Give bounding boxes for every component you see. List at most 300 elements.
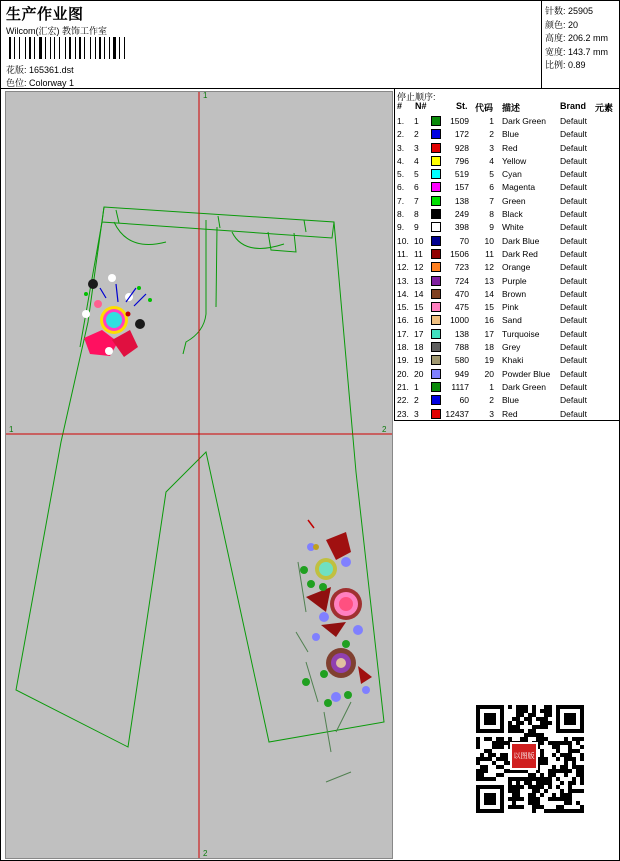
row-index: 19. xyxy=(397,355,409,366)
table-row xyxy=(395,196,620,209)
row-stitches: 519 xyxy=(454,169,469,180)
barcode-bar xyxy=(67,37,68,59)
row-needle: 15 xyxy=(414,302,424,313)
qr-module xyxy=(580,781,584,785)
barcode-bar xyxy=(75,37,76,59)
qr-module xyxy=(524,717,528,721)
barcode-bar xyxy=(86,37,89,59)
qr-module xyxy=(520,709,524,713)
qr-module xyxy=(580,809,584,813)
qr-module xyxy=(532,777,536,781)
row-stitches: 398 xyxy=(454,222,469,233)
row-description: Sand xyxy=(502,315,522,326)
qr-module xyxy=(536,725,540,729)
row-index: 2. xyxy=(397,129,405,140)
table-row xyxy=(395,276,620,289)
qr-module xyxy=(504,757,508,761)
qr-module xyxy=(532,709,536,713)
row-brand: Default xyxy=(560,209,587,220)
qr-module xyxy=(508,721,512,725)
barcode-bar xyxy=(97,37,98,59)
qr-module xyxy=(504,753,508,757)
qr-module xyxy=(484,769,488,773)
row-stitches: 788 xyxy=(454,342,469,353)
row-color-swatch xyxy=(431,355,441,365)
qr-module xyxy=(524,777,528,781)
row-code: 7 xyxy=(489,195,494,206)
qr-module xyxy=(548,773,552,777)
barcode-bar xyxy=(50,37,51,59)
qr-module xyxy=(532,789,536,793)
table-row xyxy=(395,236,620,249)
qr-module xyxy=(536,797,540,801)
row-code: 18 xyxy=(484,342,494,353)
row-description: Dark Green xyxy=(502,381,546,392)
row-index: 12. xyxy=(397,262,409,273)
qr-module xyxy=(580,789,584,793)
qr-module xyxy=(556,797,560,801)
qr-module xyxy=(564,757,568,761)
qr-module xyxy=(564,801,568,805)
sheet-title: 生产作业图 xyxy=(6,6,84,23)
row-code: 11 xyxy=(485,248,494,259)
qr-module xyxy=(512,729,516,733)
table-row xyxy=(395,249,620,262)
qr-module xyxy=(540,805,544,809)
col-header-element: 元素 xyxy=(595,103,614,113)
row-color-swatch xyxy=(431,262,441,272)
colorway-label: 色位: xyxy=(6,78,27,88)
table-row xyxy=(395,209,620,222)
qr-module xyxy=(488,757,492,761)
barcode-bar xyxy=(72,37,74,59)
row-stitches: 1506 xyxy=(450,248,469,259)
row-index: 8. xyxy=(397,209,405,220)
qr-module xyxy=(516,725,520,729)
qr-module xyxy=(536,805,540,809)
qr-module xyxy=(528,793,532,797)
qr-module xyxy=(576,741,580,745)
barcode-bar xyxy=(65,37,66,59)
qr-module xyxy=(508,729,512,733)
barcode-bar xyxy=(119,37,120,59)
barcode-bar xyxy=(52,37,53,59)
col-header-n: N# xyxy=(415,101,427,111)
qr-module xyxy=(572,765,576,769)
row-description: Blue xyxy=(502,395,520,406)
qr-module xyxy=(540,737,544,741)
table-row xyxy=(395,315,620,328)
qr-module xyxy=(528,721,532,725)
qr-module xyxy=(548,797,552,801)
qr-module xyxy=(556,769,560,773)
qr-module xyxy=(528,777,532,781)
barcode-bar xyxy=(69,37,71,59)
qr-module xyxy=(480,773,484,777)
qr-module xyxy=(548,777,552,781)
qr-module xyxy=(564,737,568,741)
qr-module xyxy=(576,749,580,753)
row-brand: Default xyxy=(560,395,587,406)
qr-module xyxy=(476,737,480,741)
qr-module xyxy=(564,741,568,745)
qr-module xyxy=(544,725,548,729)
qr-module xyxy=(508,737,512,741)
row-brand: Default xyxy=(560,129,587,140)
table-row xyxy=(395,116,620,129)
qr-module xyxy=(572,789,576,793)
row-needle: 7 xyxy=(414,195,419,206)
qr-module xyxy=(576,773,580,777)
barcode-bar xyxy=(95,37,96,59)
row-code: 5 xyxy=(489,169,494,180)
qr-module xyxy=(564,761,568,765)
row-description: Dark Red xyxy=(502,248,538,259)
barcode-bar xyxy=(84,37,85,59)
qr-module xyxy=(548,785,552,789)
barcode-bar xyxy=(25,37,26,59)
qr-module xyxy=(488,749,492,753)
row-description: Purple xyxy=(502,275,527,286)
row-index: 7. xyxy=(397,195,405,206)
qr-module xyxy=(500,757,504,761)
qr-module xyxy=(568,785,572,789)
row-brand: Default xyxy=(560,381,587,392)
barcode-bar xyxy=(32,37,33,59)
qr-module xyxy=(552,797,556,801)
qr-module xyxy=(552,753,556,757)
barcode-bar xyxy=(43,37,44,59)
qr-module xyxy=(496,745,500,749)
qr-module xyxy=(480,769,484,773)
row-code: 12 xyxy=(484,262,494,273)
row-needle: 3 xyxy=(414,408,419,419)
qr-module xyxy=(532,793,536,797)
barcode-bar xyxy=(47,37,49,59)
qr-module xyxy=(492,741,496,745)
row-brand: Default xyxy=(560,328,587,339)
barcode xyxy=(9,37,129,59)
qr-module xyxy=(552,745,556,749)
row-stitches: 580 xyxy=(454,355,469,366)
row-code: 4 xyxy=(489,155,494,166)
row-code: 14 xyxy=(484,288,494,299)
row-code: 20 xyxy=(484,368,494,379)
qr-module xyxy=(524,705,528,709)
qr-module xyxy=(524,733,528,737)
row-code: 1 xyxy=(489,116,494,126)
row-color-swatch xyxy=(431,129,441,139)
row-code: 3 xyxy=(489,408,494,419)
design-height: 高度: 206.2 mm xyxy=(545,33,609,43)
qr-module xyxy=(488,753,492,757)
row-description: White xyxy=(502,222,524,233)
qr-module xyxy=(540,793,544,797)
qr-module xyxy=(580,765,584,769)
qr-module xyxy=(556,785,560,789)
barcode-bar xyxy=(9,37,11,59)
barcode-bar xyxy=(59,37,60,59)
qr-module xyxy=(560,797,564,801)
qr-module xyxy=(500,765,504,769)
qr-module xyxy=(564,809,568,813)
qr-module xyxy=(548,713,552,717)
qr-module xyxy=(552,765,556,769)
qr-module xyxy=(564,753,568,757)
table-row xyxy=(395,395,620,408)
qr-module xyxy=(532,733,536,737)
qr-module xyxy=(492,777,496,781)
qr-module xyxy=(480,765,484,769)
barcode-bar xyxy=(56,37,58,59)
qr-module xyxy=(512,793,516,797)
qr-module xyxy=(580,773,584,777)
row-index: 23. xyxy=(397,408,409,419)
qr-module xyxy=(544,761,548,765)
qr-module xyxy=(488,777,492,781)
qr-module xyxy=(580,753,584,757)
row-color-swatch xyxy=(431,222,441,232)
qr-module xyxy=(480,777,484,781)
row-code: 9 xyxy=(489,222,494,233)
qr-module xyxy=(548,741,552,745)
qr-module xyxy=(544,721,548,725)
qr-module xyxy=(516,793,520,797)
qr-module xyxy=(516,805,520,809)
row-color-swatch xyxy=(431,182,441,192)
barcode-bar xyxy=(82,37,83,59)
row-brand: Default xyxy=(560,368,587,379)
design-file-label: 花版: xyxy=(6,65,27,75)
qr-module xyxy=(508,705,512,709)
qr-module xyxy=(544,781,548,785)
row-description: Dark Blue xyxy=(502,235,540,246)
qr-module xyxy=(544,757,548,761)
table-row xyxy=(395,143,620,156)
qr-module xyxy=(516,717,520,721)
qr-module xyxy=(544,777,548,781)
lower-floral-embroidery xyxy=(296,520,372,782)
row-code: 13 xyxy=(484,275,494,286)
row-description: Red xyxy=(502,142,518,153)
barcode-bar xyxy=(14,37,15,59)
axis-label-right: 2 xyxy=(382,425,387,434)
qr-module xyxy=(484,757,488,761)
row-color-swatch xyxy=(431,329,441,339)
barcode-bar xyxy=(77,37,78,59)
qr-module xyxy=(520,797,524,801)
qr-module xyxy=(508,785,512,789)
qr-module xyxy=(548,721,552,725)
qr-module xyxy=(516,709,520,713)
qr-module xyxy=(540,725,544,729)
row-stitches: 249 xyxy=(454,209,469,220)
row-brand: Default xyxy=(560,195,587,206)
qr-module xyxy=(544,709,548,713)
qr-module xyxy=(496,757,500,761)
qr-module xyxy=(504,741,508,745)
seal-stamp xyxy=(510,742,538,770)
table-row xyxy=(395,129,620,142)
qr-module xyxy=(512,797,516,801)
center-crosshair xyxy=(6,92,393,859)
qr-module xyxy=(580,737,584,741)
qr-module xyxy=(528,797,532,801)
row-brand: Default xyxy=(560,155,587,166)
qr-module xyxy=(536,781,540,785)
barcode-bar xyxy=(117,37,118,59)
qr-module xyxy=(576,765,580,769)
qr-module xyxy=(556,777,560,781)
barcode-bar xyxy=(16,37,18,59)
design-width: 宽度: 143.7 mm xyxy=(545,46,609,57)
qr-module xyxy=(572,809,576,813)
qr-module xyxy=(564,769,568,773)
qr-module xyxy=(492,753,496,757)
qr-module xyxy=(576,801,580,805)
row-brand: Default xyxy=(560,222,587,233)
row-needle: 17 xyxy=(414,328,424,339)
qr-module xyxy=(516,797,520,801)
qr-module xyxy=(520,805,524,809)
qr-module xyxy=(528,713,532,717)
row-stitches: 157 xyxy=(454,182,469,193)
barcode-bar xyxy=(54,37,55,59)
qr-module xyxy=(560,765,564,769)
qr-module xyxy=(568,781,572,785)
barcode-bar xyxy=(109,37,110,59)
row-stitches: 1509 xyxy=(450,116,469,126)
row-index: 22. xyxy=(397,395,409,406)
qr-module xyxy=(552,809,556,813)
barcode-bar xyxy=(29,37,31,59)
qr-module xyxy=(524,737,528,741)
qr-module xyxy=(564,765,568,769)
row-stitches: 723 xyxy=(454,262,469,273)
table-row xyxy=(395,302,620,315)
row-stitches: 1000 xyxy=(450,315,469,326)
row-index: 10. xyxy=(397,235,409,246)
row-code: 6 xyxy=(489,182,494,193)
barcode-bar xyxy=(106,37,108,59)
qr-module xyxy=(528,729,532,733)
qr-module xyxy=(564,793,568,797)
qr-module xyxy=(528,717,532,721)
qr-module xyxy=(520,729,524,733)
stop-sequence-table xyxy=(394,89,620,421)
row-description: Yellow xyxy=(502,155,527,166)
qr-module xyxy=(576,789,580,793)
row-needle: 2 xyxy=(414,129,419,140)
qr-finder xyxy=(484,793,496,805)
row-color-swatch xyxy=(431,276,441,286)
qr-module xyxy=(564,773,568,777)
qr-module xyxy=(496,773,500,777)
table-row xyxy=(395,182,620,195)
row-code: 16 xyxy=(484,315,494,326)
qr-module xyxy=(532,725,536,729)
row-index: 17. xyxy=(397,328,409,339)
qr-module xyxy=(548,769,552,773)
row-code: 1 xyxy=(489,381,494,392)
row-needle: 19 xyxy=(414,355,424,366)
qr-module xyxy=(560,781,564,785)
barcode-bar xyxy=(99,37,101,59)
table-row xyxy=(395,156,620,169)
row-description: Cyan xyxy=(502,169,522,180)
row-description: Pink xyxy=(502,302,519,313)
qr-module xyxy=(492,761,496,765)
qr-module xyxy=(540,709,544,713)
row-needle: 6 xyxy=(414,182,419,193)
row-code: 17 xyxy=(484,328,494,339)
row-stitches: 949 xyxy=(454,368,469,379)
qr-module xyxy=(500,753,504,757)
qr-module xyxy=(532,797,536,801)
qr-module xyxy=(476,769,480,773)
qr-module xyxy=(476,777,480,781)
qr-module xyxy=(512,777,516,781)
qr-module xyxy=(568,793,572,797)
row-code: 3 xyxy=(489,142,494,153)
row-brand: Default xyxy=(560,235,587,246)
row-index: 5. xyxy=(397,169,405,180)
qr-module xyxy=(536,737,540,741)
row-needle: 3 xyxy=(414,142,419,153)
stitch-count: 针数: 25905 xyxy=(545,6,594,16)
qr-module xyxy=(572,777,576,781)
row-needle: 18 xyxy=(414,342,424,353)
qr-module xyxy=(532,809,536,813)
qr-module xyxy=(552,769,556,773)
row-stitches: 796 xyxy=(454,155,469,166)
color-count: 颜色: 20 xyxy=(545,19,579,30)
barcode-bar xyxy=(21,37,24,59)
row-brand: Default xyxy=(560,116,587,126)
row-brand: Default xyxy=(560,182,587,193)
row-index: 1. xyxy=(397,116,405,126)
sheet-subtitle: Wilcom(汇宏) 教饰工作室 xyxy=(6,26,107,36)
row-description: Turquoise xyxy=(502,328,540,339)
qr-module xyxy=(572,781,576,785)
qr-module xyxy=(476,757,480,761)
qr-module xyxy=(560,793,564,797)
row-index: 21. xyxy=(397,381,409,392)
qr-module xyxy=(496,737,500,741)
qr-module xyxy=(576,809,580,813)
axis-label-bottom: 2 xyxy=(203,849,208,858)
row-brand: Default xyxy=(560,302,587,313)
row-color-swatch xyxy=(431,196,441,206)
row-index: 11. xyxy=(397,248,409,259)
qr-module xyxy=(508,789,512,793)
barcode-bar xyxy=(61,37,64,59)
table-row xyxy=(395,369,620,382)
barcode-bar xyxy=(126,37,128,59)
row-description: Blue xyxy=(502,129,520,140)
qr-module xyxy=(536,785,540,789)
row-color-swatch xyxy=(431,209,441,219)
qr-module xyxy=(568,769,572,773)
qr-module xyxy=(476,773,480,777)
qr-module xyxy=(540,777,544,781)
row-brand: Default xyxy=(560,408,587,419)
row-description: Orange xyxy=(502,262,531,273)
row-stitches: 724 xyxy=(454,275,469,286)
qr-module xyxy=(540,781,544,785)
barcode-bar xyxy=(111,37,112,59)
qr-module xyxy=(532,805,536,809)
